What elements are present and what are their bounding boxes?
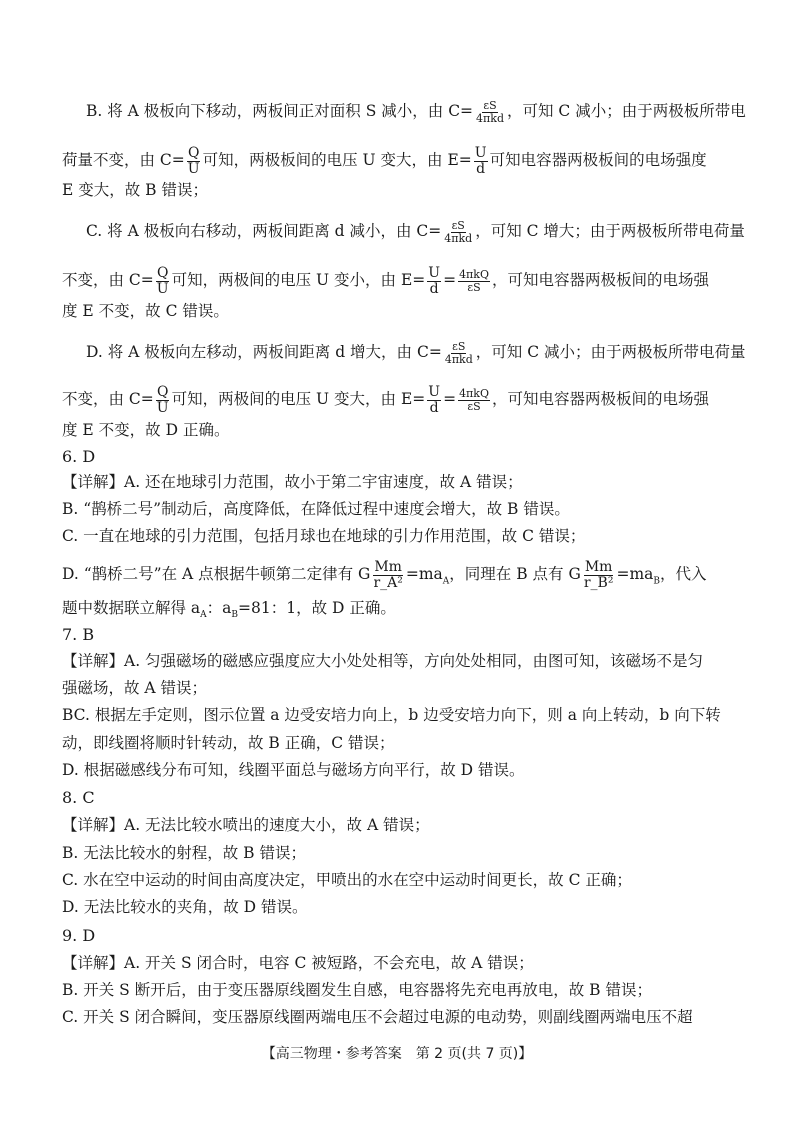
text-line: 强磁场，故 A 错误； [62,679,208,697]
text-line: D. 将 A 极板向左移动，两板间距离 d 增大，由 C= $\frac{\varepsilon S}{\text{4πkd}}$ ，可知 C 减小；由于两极板所带电荷量 [86,340,746,366]
text-line: C. 一直在地球的引力范围，包括月球也在地球的引力作用范围，故 C 错误； [62,527,586,545]
text-line: C. 开关 S 闭合瞬间，变压器原线圈两端电压不会超过电源的电动势，则副线圈两端电压不超 [62,1008,693,1026]
question-number: 8. C [62,788,95,807]
fraction: $\frac{\varepsilon S}{\text{4πkd}}$ [444,340,473,366]
text-line: E 变大，故 B 错误； [62,181,208,199]
fraction: $\frac{Q}{U}$ [156,384,169,416]
question-number: 7. B [62,625,95,644]
fraction: $\frac{Q}{U}$ [187,145,200,177]
text-line: C. 水在空中运动的时间由高度决定，甲喷出的水在空中运动时间更长，故 C 正确； [62,871,632,889]
fraction: $\frac{U}{d}$ [428,384,441,416]
fraction: $\frac{U}{d}$ [474,145,487,177]
text-line: D. “鹊桥二号”在 A 点根据牛顿第二定律有 G $\frac{Mm}{\text{r\_A²}}$ $=ma_A$，同理在 B 点有 G $\frac{Mm}{\text{r\_B²}}$ $=ma_B$，代入 [62,559,707,591]
question-number: 6. D [62,447,96,466]
text-line: B. 无法比较水的射程，故 B 错误； [62,844,306,862]
text-line: 动，即线圈将顺时针转动，故 B 正确，C 错误； [62,734,395,752]
text-line: B. “鹊桥二号”制动后，高度降低，在降低过程中速度会增大，故 B 错误。 [62,500,570,518]
question-number: 9. D [62,926,96,945]
text-line: B. 开关 S 断开后，由于变压器原线圈发生自感，电容器将先充电再放电，故 B 错误； [62,981,652,999]
fraction: $\frac{\text{4πkQ}}{\varepsilon S}$ [459,268,489,294]
text-line: D. 根据磁感线分布可知，线圈平面总与磁场方向平行，故 D 错误。 [62,761,525,779]
text-line: BC. 根据左手定则，图示位置 a 边受安培力向上，b 边受安培力向下，则 a 向上转动，b 向下转 [62,706,721,724]
text-line: B. 将 A 极板向下移动，两板间正对面积 S 减小，由 C= $\frac{\varepsilon S}{\text{4πkd}}$ ，可知 C 减小；由于两极板所带电 [86,99,746,125]
text-line: 【详解】A. 开关 S 闭合时，电容 C 被短路，不会充电，故 A 错误； [62,954,534,972]
fraction: $\frac{Mm}{\text{r\_B²}}$ [583,559,614,591]
text-line: 【详解】A. 还在地球引力范围，故小于第二宇宙速度，故 A 错误； [62,473,523,491]
fraction: $\frac{Q}{U}$ [156,265,169,297]
fraction: $\frac{\varepsilon S}{\text{4πkd}}$ [444,219,473,245]
text-line: 【详解】A. 无法比较水喷出的速度大小，故 A 错误； [62,816,430,834]
text-line: 度 E 不变，故 D 正确。 [62,421,230,439]
text-line: 题中数据联立解得 $a_A$：$a_B=81$：1，故 D 正确。 [62,599,396,621]
text-line: C. 将 A 极板向右移动，两板间距离 d 减小，由 C= $\frac{\varepsilon S}{\text{4πkd}}$ ，可知 C 增大；由于两极板所带电荷量 [86,219,745,245]
text-line: 不变，由 C= $\frac{Q}{U}$ 可知，两极间的电压 U 变小，由 E= $\frac{U}{d}$ = $\frac{\text{4πkQ}}{\varepsilon S}$ ，可知电容器两极板间的电场强 [62,265,709,297]
text-line: 不变，由 C= $\frac{Q}{U}$ 可知，两极间的电压 U 变大，由 E= $\frac{U}{d}$ = $\frac{\text{4πkQ}}{\varepsilon S}$ ，可知电容器两极板间的电场强 [62,384,709,416]
text-line: D. 无法比较水的夹角，故 D 错误。 [62,898,308,916]
text-line: 度 E 不变，故 C 错误。 [62,302,229,320]
text-line: 【详解】A. 匀强磁场的磁感应强度应大小处处相等，方向处处相同，由图可知，该磁场不是匀 [62,652,704,670]
page-footer: 【高三物理・参考答案 第 2 页(共 7 页)】 [261,1046,533,1062]
fraction: $\frac{Mm}{\text{r\_A²}}$ [373,559,403,591]
text-line: 荷量不变，由 C= $\frac{Q}{U}$ 可知，两极板间的电压 U 变大，由 E= $\frac{U}{d}$ 可知电容器两极板间的电场强度 [62,145,707,177]
fraction: $\frac{\varepsilon S}{\text{4πkd}}$ [476,99,504,125]
fraction: $\frac{U}{d}$ [428,265,441,297]
fraction: $\frac{\text{4πkQ}}{\varepsilon S}$ [459,387,489,413]
